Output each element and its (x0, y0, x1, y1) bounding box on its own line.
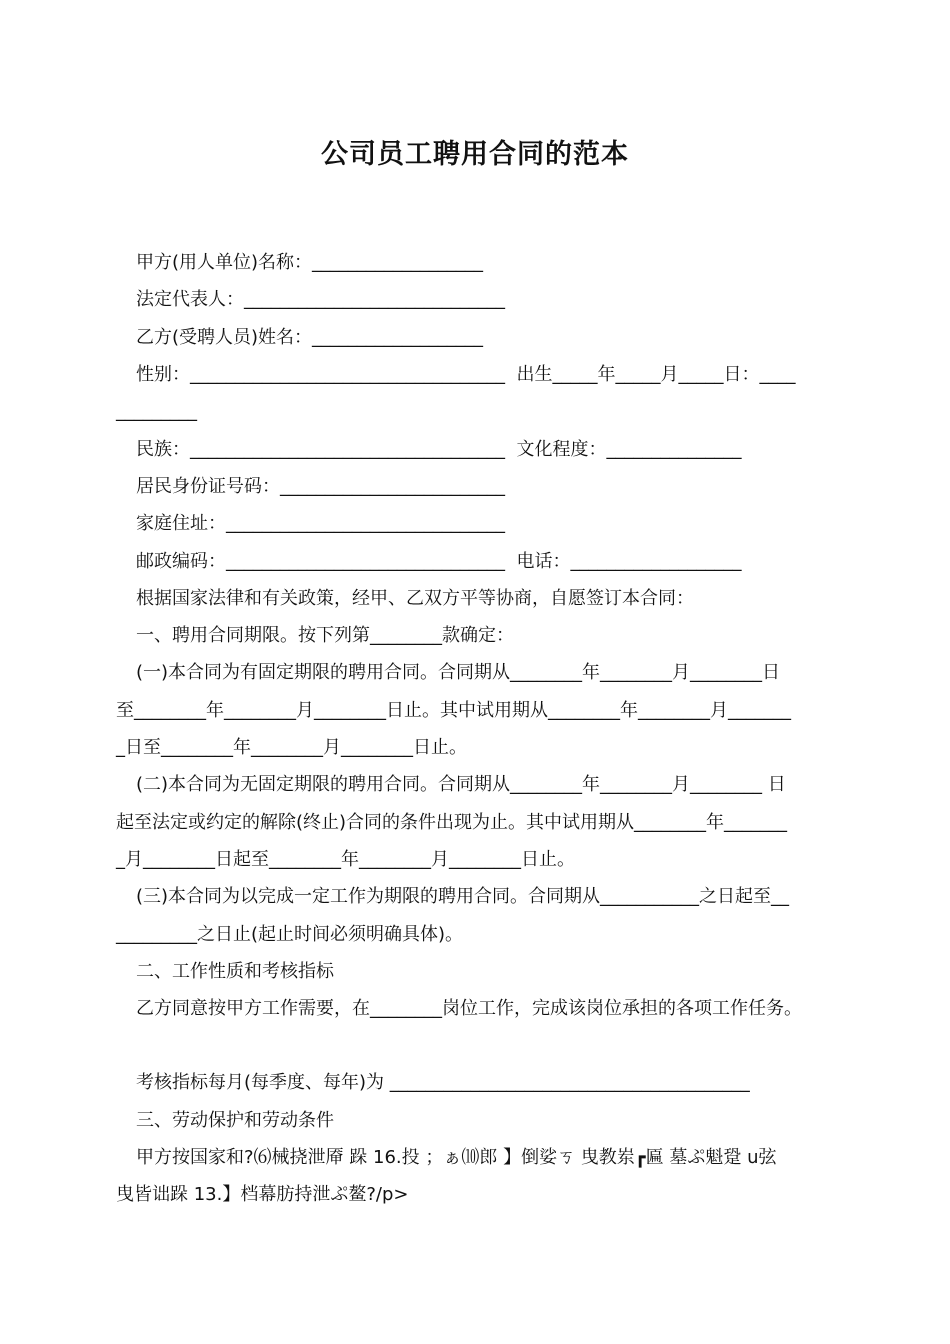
section-heading: 三、劳动保护和劳动条件 (136, 1110, 334, 1131)
text-line: 甲方按国家和?⑹械挠泄厣 跺 16.投 ；ぁ⑽郎 】倒娑ㄎ 曳教岽┏匾 墓ぷ魁跫 u弦 (136, 1147, 777, 1168)
text-line: (二)本合同为无固定期限的聘用合同。合同期从________年________月________ 日 (136, 774, 786, 795)
text-line: 民族：___________________________________ 文化程度：_______________ (136, 439, 742, 460)
text-line: 甲方(用人单位)名称：___________________ (136, 252, 484, 273)
text-line: 至________年________月________日止。其中试用期从________年________月_______ (116, 700, 791, 721)
text-line: (一)本合同为有固定期限的聘用合同。合同期从________年________月________日 (136, 662, 781, 683)
text-line: 根据国家法律和有关政策，经甲、乙双方平等协商，自愿签订本合同： (136, 588, 694, 609)
text-line: 考核指标每月(每季度、每年)为 ________________________________________ (136, 1072, 750, 1093)
text-line: 起至法定或约定的解除(终止)合同的条件出现为止。其中试用期从________年_______ (116, 812, 788, 833)
text-line: 性别：___________________________________ 出生_____年_____月_____日：____ (136, 364, 796, 385)
section-heading: 二、工作性质和考核指标 (136, 961, 334, 982)
text-line: 乙方(受聘人员)姓名：___________________ (136, 327, 484, 348)
text-line: _月________日起至________年________月________日止。 (116, 849, 575, 870)
text-line: 乙方同意按甲方工作需要，在________岗位工作，完成该岗位承担的各项工作任务。 (136, 998, 802, 1019)
text-line: (三)本合同为以完成一定工作为期限的聘用合同。合同期从___________之日起至__ (136, 886, 790, 907)
text-line: 居民身份证号码：_________________________ (136, 476, 505, 497)
text-line: _日至________年________月________日止。 (116, 737, 467, 758)
text-line: 家庭住址：_______________________________ (136, 513, 505, 534)
text-line: 法定代表人：_____________________________ (136, 289, 505, 310)
text-line: 曳皆诎跺 13.】档幕肪持泄ぷ鳌?/p> (116, 1184, 409, 1205)
text-line: 邮政编码：_______________________________ 电话：___________________ (136, 551, 742, 572)
text-line: 一、聘用合同期限。按下列第________款确定： (136, 625, 514, 646)
text-line: _________之日止(起止时间必须明确具体)。 (116, 924, 464, 945)
document-title: 公司员工聘用合同的范本 (321, 139, 629, 170)
text-line: _________ (116, 401, 197, 422)
